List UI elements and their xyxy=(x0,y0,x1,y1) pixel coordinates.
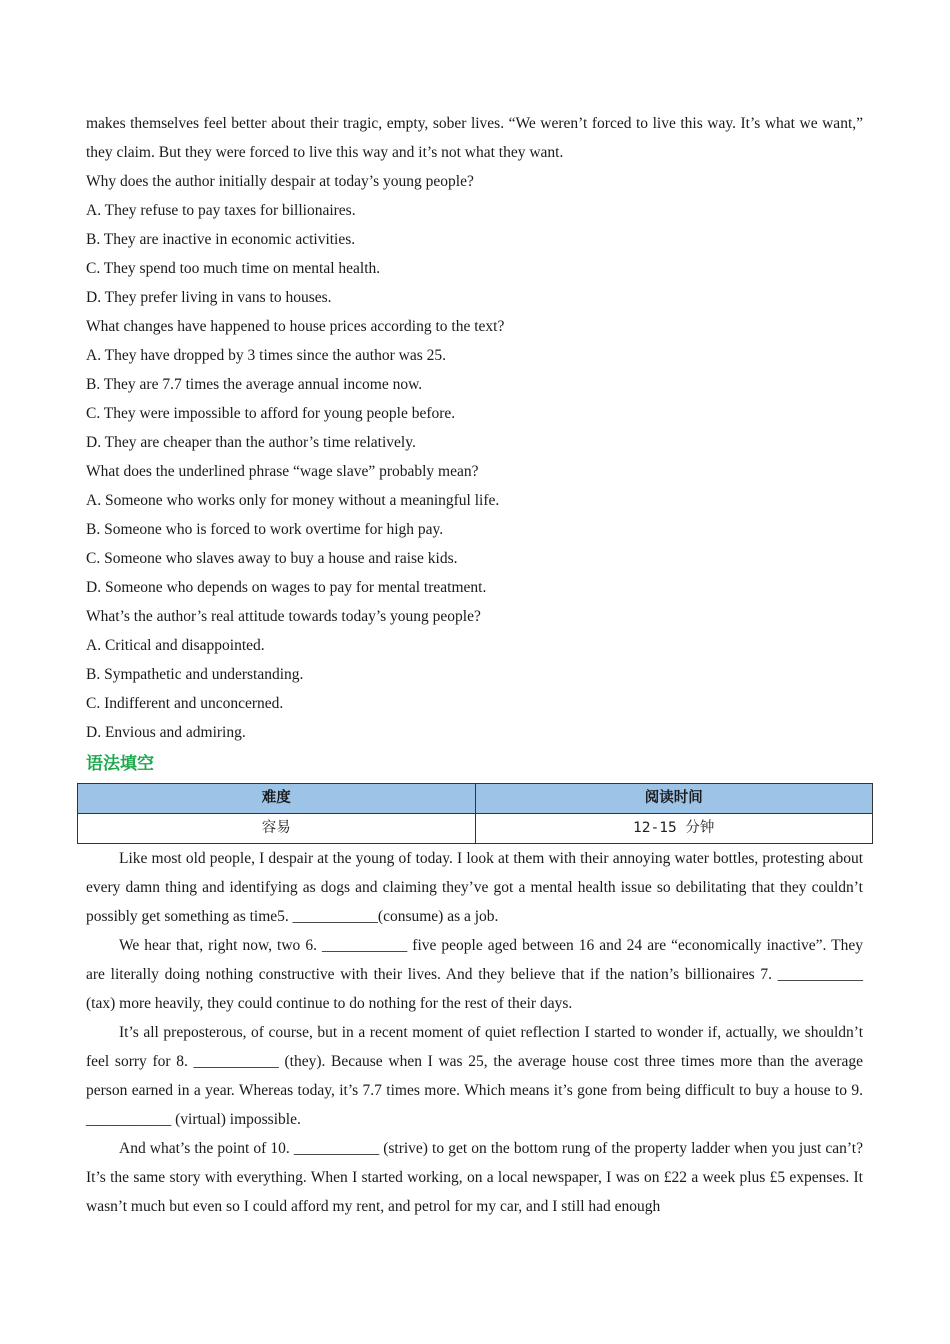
answer-option: C. Indifferent and unconcerned. xyxy=(86,695,284,712)
answer-option: B. They are inactive in economic activities. xyxy=(86,231,356,248)
question-block-1 xyxy=(86,167,863,312)
passage-paragraph: We hear that, right now, two 6. ___________ five people aged between 16 and 24 are “economically inactive”. They are literally doing nothing constructive with their lives. And they believe that if the nation’s billionaires 7. ___________ (tax) more heavily, they could continue to do nothing for the rest of their days. xyxy=(86,937,863,1012)
passage-paragraph: Like most old people, I despair at the young of today. I look at them with their annoying water bottles, protesting about every damn thing and identifying as dogs and claiming they’ve got a mental health issue so debilitating that they couldn’t possibly get something as time5. ___________(consume) as a job. xyxy=(86,850,863,925)
difficulty-header: 难度 xyxy=(78,784,476,814)
question-prompt: What does the underlined phrase “wage slave” probably mean? xyxy=(86,463,479,480)
cloze-passage xyxy=(86,844,863,1221)
section-title: 语法填空 xyxy=(86,754,154,774)
question-block-3 xyxy=(86,457,863,602)
intro-paragraph: makes themselves feel better about their tragic, empty, sober lives. “We weren’t forced to live this way. It’s what we want,” they claim. But they were forced to live this way and it’s not what they want. xyxy=(86,115,863,161)
question-block-2 xyxy=(86,312,863,457)
question-prompt: Why does the author initially despair at today’s young people? xyxy=(86,173,474,190)
answer-option: D. Envious and admiring. xyxy=(86,724,246,741)
answer-option: A. They have dropped by 3 times since the author was 25. xyxy=(86,347,447,364)
answer-option: D. Someone who depends on wages to pay for mental treatment. xyxy=(86,579,487,596)
answer-option: D. They prefer living in vans to houses. xyxy=(86,289,332,306)
answer-option: A. Critical and disappointed. xyxy=(86,637,265,654)
question-prompt: What changes have happened to house prices according to the text? xyxy=(86,318,505,335)
difficulty-table xyxy=(77,783,873,844)
reading-time-header: 阅读时间 xyxy=(475,784,873,814)
answer-option: C. They spend too much time on mental health. xyxy=(86,260,381,277)
difficulty-value: 容易 xyxy=(78,814,476,844)
answer-option: A. Someone who works only for money without a meaningful life. xyxy=(86,492,500,509)
table-header-row xyxy=(78,784,873,814)
answer-option: A. They refuse to pay taxes for billionaires. xyxy=(86,202,356,219)
answer-option: B. Sympathetic and understanding. xyxy=(86,666,304,683)
table-row xyxy=(78,814,873,844)
answer-option: C. They were impossible to afford for young people before. xyxy=(86,405,456,422)
answer-option: D. They are cheaper than the author’s time relatively. xyxy=(86,434,416,451)
passage-paragraph: It’s all preposterous, of course, but in a recent moment of quiet reflection I started to wonder if, actually, we shouldn’t feel sorry for 8. ___________ (they). Because when I was 25, the average house cost three times more than the average person earned in a year. Whereas today, it’s 7.7 times more. Which means it’s gone from being difficult to buy a house to 9. ___________ (virtual) impossible. xyxy=(86,1024,863,1128)
answer-option: B. They are 7.7 times the average annual income now. xyxy=(86,376,423,393)
answer-option: C. Someone who slaves away to buy a house and raise kids. xyxy=(86,550,458,567)
document-page xyxy=(86,109,863,1221)
answer-option: B. Someone who is forced to work overtime for high pay. xyxy=(86,521,444,538)
reading-time-value: 12-15 分钟 xyxy=(475,814,873,844)
passage-paragraph: And what’s the point of 10. ___________ (strive) to get on the bottom rung of the property ladder when you just can’t? It’s the same story with everything. When I started working, on a local newspaper, I was on £22 a week plus £5 expenses. It wasn’t much but even so I could afford my rent, and petrol for my car, and I still had enough xyxy=(86,1140,863,1215)
question-block-4 xyxy=(86,602,863,747)
question-prompt: What’s the author’s real attitude towards today’s young people? xyxy=(86,608,481,625)
